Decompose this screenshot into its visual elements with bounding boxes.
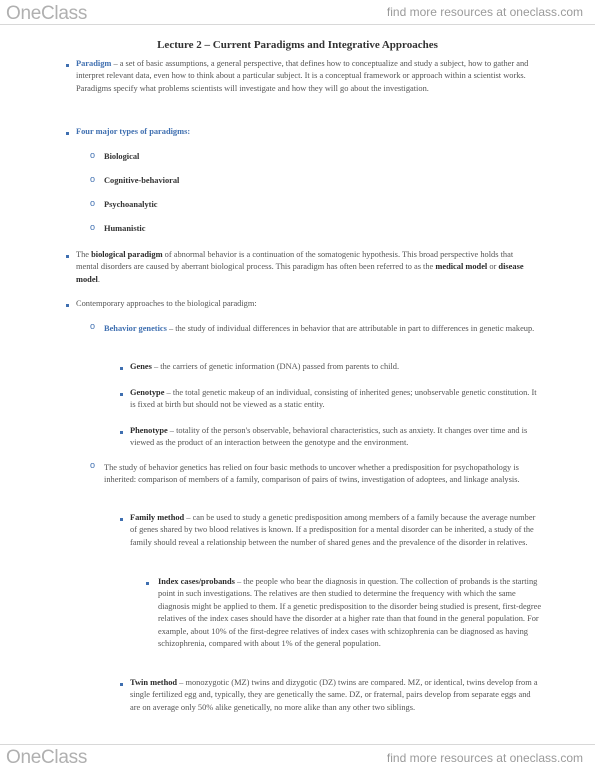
circle-bullet-icon: o bbox=[90, 198, 96, 208]
index-cases-text: – the people who bear the diagnosis in question. The collection of probands is the starting point in such investigations. The relatives are then studied to determine the frequency with which the same diagnosis might be applied to them. If a genetic predisposition to the disorder being studied is present, first-degree relatives of the index cases should have the disorder at a higher rate than that found in the general population. For example, about 10% of the first-degree relatives of index cases with schizophrenia can be diagnosed as having schizophrenia, compared with about 1% of the general population. bbox=[158, 577, 542, 649]
bio-end: . bbox=[97, 274, 100, 284]
footer-logo-one: One bbox=[6, 747, 42, 768]
phenotype-item bbox=[130, 425, 542, 450]
bullet-icon bbox=[120, 367, 123, 370]
bio-term2: medical model bbox=[435, 262, 488, 272]
twin-method-item bbox=[130, 677, 542, 714]
paradigm-type-item: Psychoanalytic bbox=[104, 200, 158, 209]
family-method-text: – can be used to study a genetic predisposition among members of a family because the average number of genes shared by two blood relatives is known. If a predisposition for a mental disorder can be inherited, a study of the family should reveal a relationship between the number of shared genes and the prevalence of the disorder in relatives. bbox=[130, 513, 536, 547]
behavior-genetics-item bbox=[104, 323, 542, 335]
bullet-icon bbox=[120, 683, 123, 686]
circle-bullet-icon: o bbox=[90, 460, 96, 470]
bullet-icon bbox=[66, 64, 69, 67]
paradigm-paragraph bbox=[76, 58, 536, 95]
bullet-icon bbox=[146, 582, 149, 585]
logo-class: Class bbox=[41, 3, 88, 24]
bullet-icon bbox=[120, 431, 123, 434]
paradigm-type-item: Humanistic bbox=[104, 224, 146, 233]
genes-text: – the carriers of genetic information (DNA) passed from parents to child. bbox=[151, 362, 400, 371]
footer-divider bbox=[0, 744, 595, 745]
paradigm-text: – a set of basic assumptions, a general perspective, that defines how to conceptualize and study a subject, how to gather and interpret relevant data, even how to think about a particular subject. It is a conceptual framework or approach within a scientist works. Paradigms specify what problems scientists will investigate and how they will go about the investigation. bbox=[76, 59, 529, 93]
phenotype-term: Phenotype bbox=[130, 426, 168, 435]
contemporary-line: Contemporary approaches to the biological paradigm: bbox=[76, 299, 257, 308]
paradigm-type-item: Cognitive-behavioral bbox=[104, 176, 180, 185]
methods-paragraph: The study of behavior genetics has relied on four basic methods to uncover whether a predisposition for psychopathology is inherited: comparison of members of a family, comparison of pairs of twins, investigation of adoptees, and linkage analysis. bbox=[104, 463, 520, 485]
four-types-heading bbox=[76, 126, 476, 138]
oneclass-logo-footer[interactable] bbox=[6, 747, 87, 769]
page-header bbox=[0, 0, 595, 26]
genotype-item bbox=[130, 387, 542, 412]
bio-or: or bbox=[487, 262, 499, 272]
circle-bullet-icon: o bbox=[90, 321, 96, 331]
bullet-icon bbox=[66, 132, 69, 135]
twin-method-term: Twin method bbox=[130, 678, 178, 687]
circle-bullet-icon: o bbox=[90, 150, 96, 160]
resources-link[interactable]: find more resources at oneclass.com bbox=[386, 5, 583, 19]
bio-mid: of abnormal behavior is a continuation of the somatogenic hypothesis. This broad perspective holds that mental disorders are caused by aberrant biological process. This paradigm has often been referred to as the bbox=[76, 250, 514, 272]
circle-bullet-icon: o bbox=[90, 174, 96, 184]
genotype-term: Genotype bbox=[130, 388, 165, 397]
logo-one: One bbox=[6, 3, 42, 24]
index-cases-item bbox=[158, 576, 542, 650]
family-method-item bbox=[130, 512, 542, 549]
bullet-icon bbox=[120, 518, 123, 521]
bio-term3: disease model bbox=[76, 262, 524, 284]
bio-term: biological paradigm bbox=[91, 250, 163, 259]
four-types-heading-text: Four major types of paradigms: bbox=[76, 127, 191, 136]
bullet-icon bbox=[66, 255, 69, 258]
genes-term: Genes bbox=[130, 362, 152, 371]
behavior-genetics-text: – the study of individual differences in behavior that are attributable in part to differences in genetic makeup. bbox=[166, 324, 535, 333]
bullet-icon bbox=[66, 304, 69, 307]
phenotype-text: – totality of the person's observable, behavioral characteristics, such as anxiety. It changes over time and is viewed as the product of an interaction between the genotype and the environment. bbox=[130, 426, 528, 448]
footer-resources-link[interactable]: find more resources at oneclass.com bbox=[386, 751, 583, 765]
oneclass-logo[interactable] bbox=[6, 3, 87, 25]
circle-bullet-icon: o bbox=[90, 222, 96, 232]
genes-item bbox=[130, 361, 542, 373]
bullet-icon bbox=[120, 393, 123, 396]
paradigm-term: Paradigm bbox=[76, 59, 112, 68]
header-divider bbox=[0, 24, 595, 25]
family-method-term: Family method bbox=[130, 513, 185, 522]
biological-paragraph bbox=[76, 249, 538, 286]
genotype-text: – the total genetic makeup of an individual, consisting of inherited genes; unobservable genetic constitution. It is fixed at birth but should not be viewed as a static entity. bbox=[130, 388, 537, 410]
paradigm-type-item: Biological bbox=[104, 152, 140, 161]
bio-pre: The bbox=[76, 250, 92, 259]
behavior-genetics-term: Behavior genetics bbox=[104, 324, 167, 333]
footer-logo-class: Class bbox=[41, 747, 88, 768]
index-cases-term: Index cases/probands bbox=[158, 577, 235, 586]
page-title: Lecture 2 – Current Paradigms and Integrative Approaches bbox=[157, 39, 438, 51]
twin-method-text: – monozygotic (MZ) twins and dizygotic (DZ) twins are compared. MZ, or identical, twins develop from a single fertilized egg and, typically, they are genetically the same. DZ, or fraternal, pairs develop from separate eggs and are on average only 50% alike genetically, no more alike than any other two siblings. bbox=[130, 678, 538, 712]
